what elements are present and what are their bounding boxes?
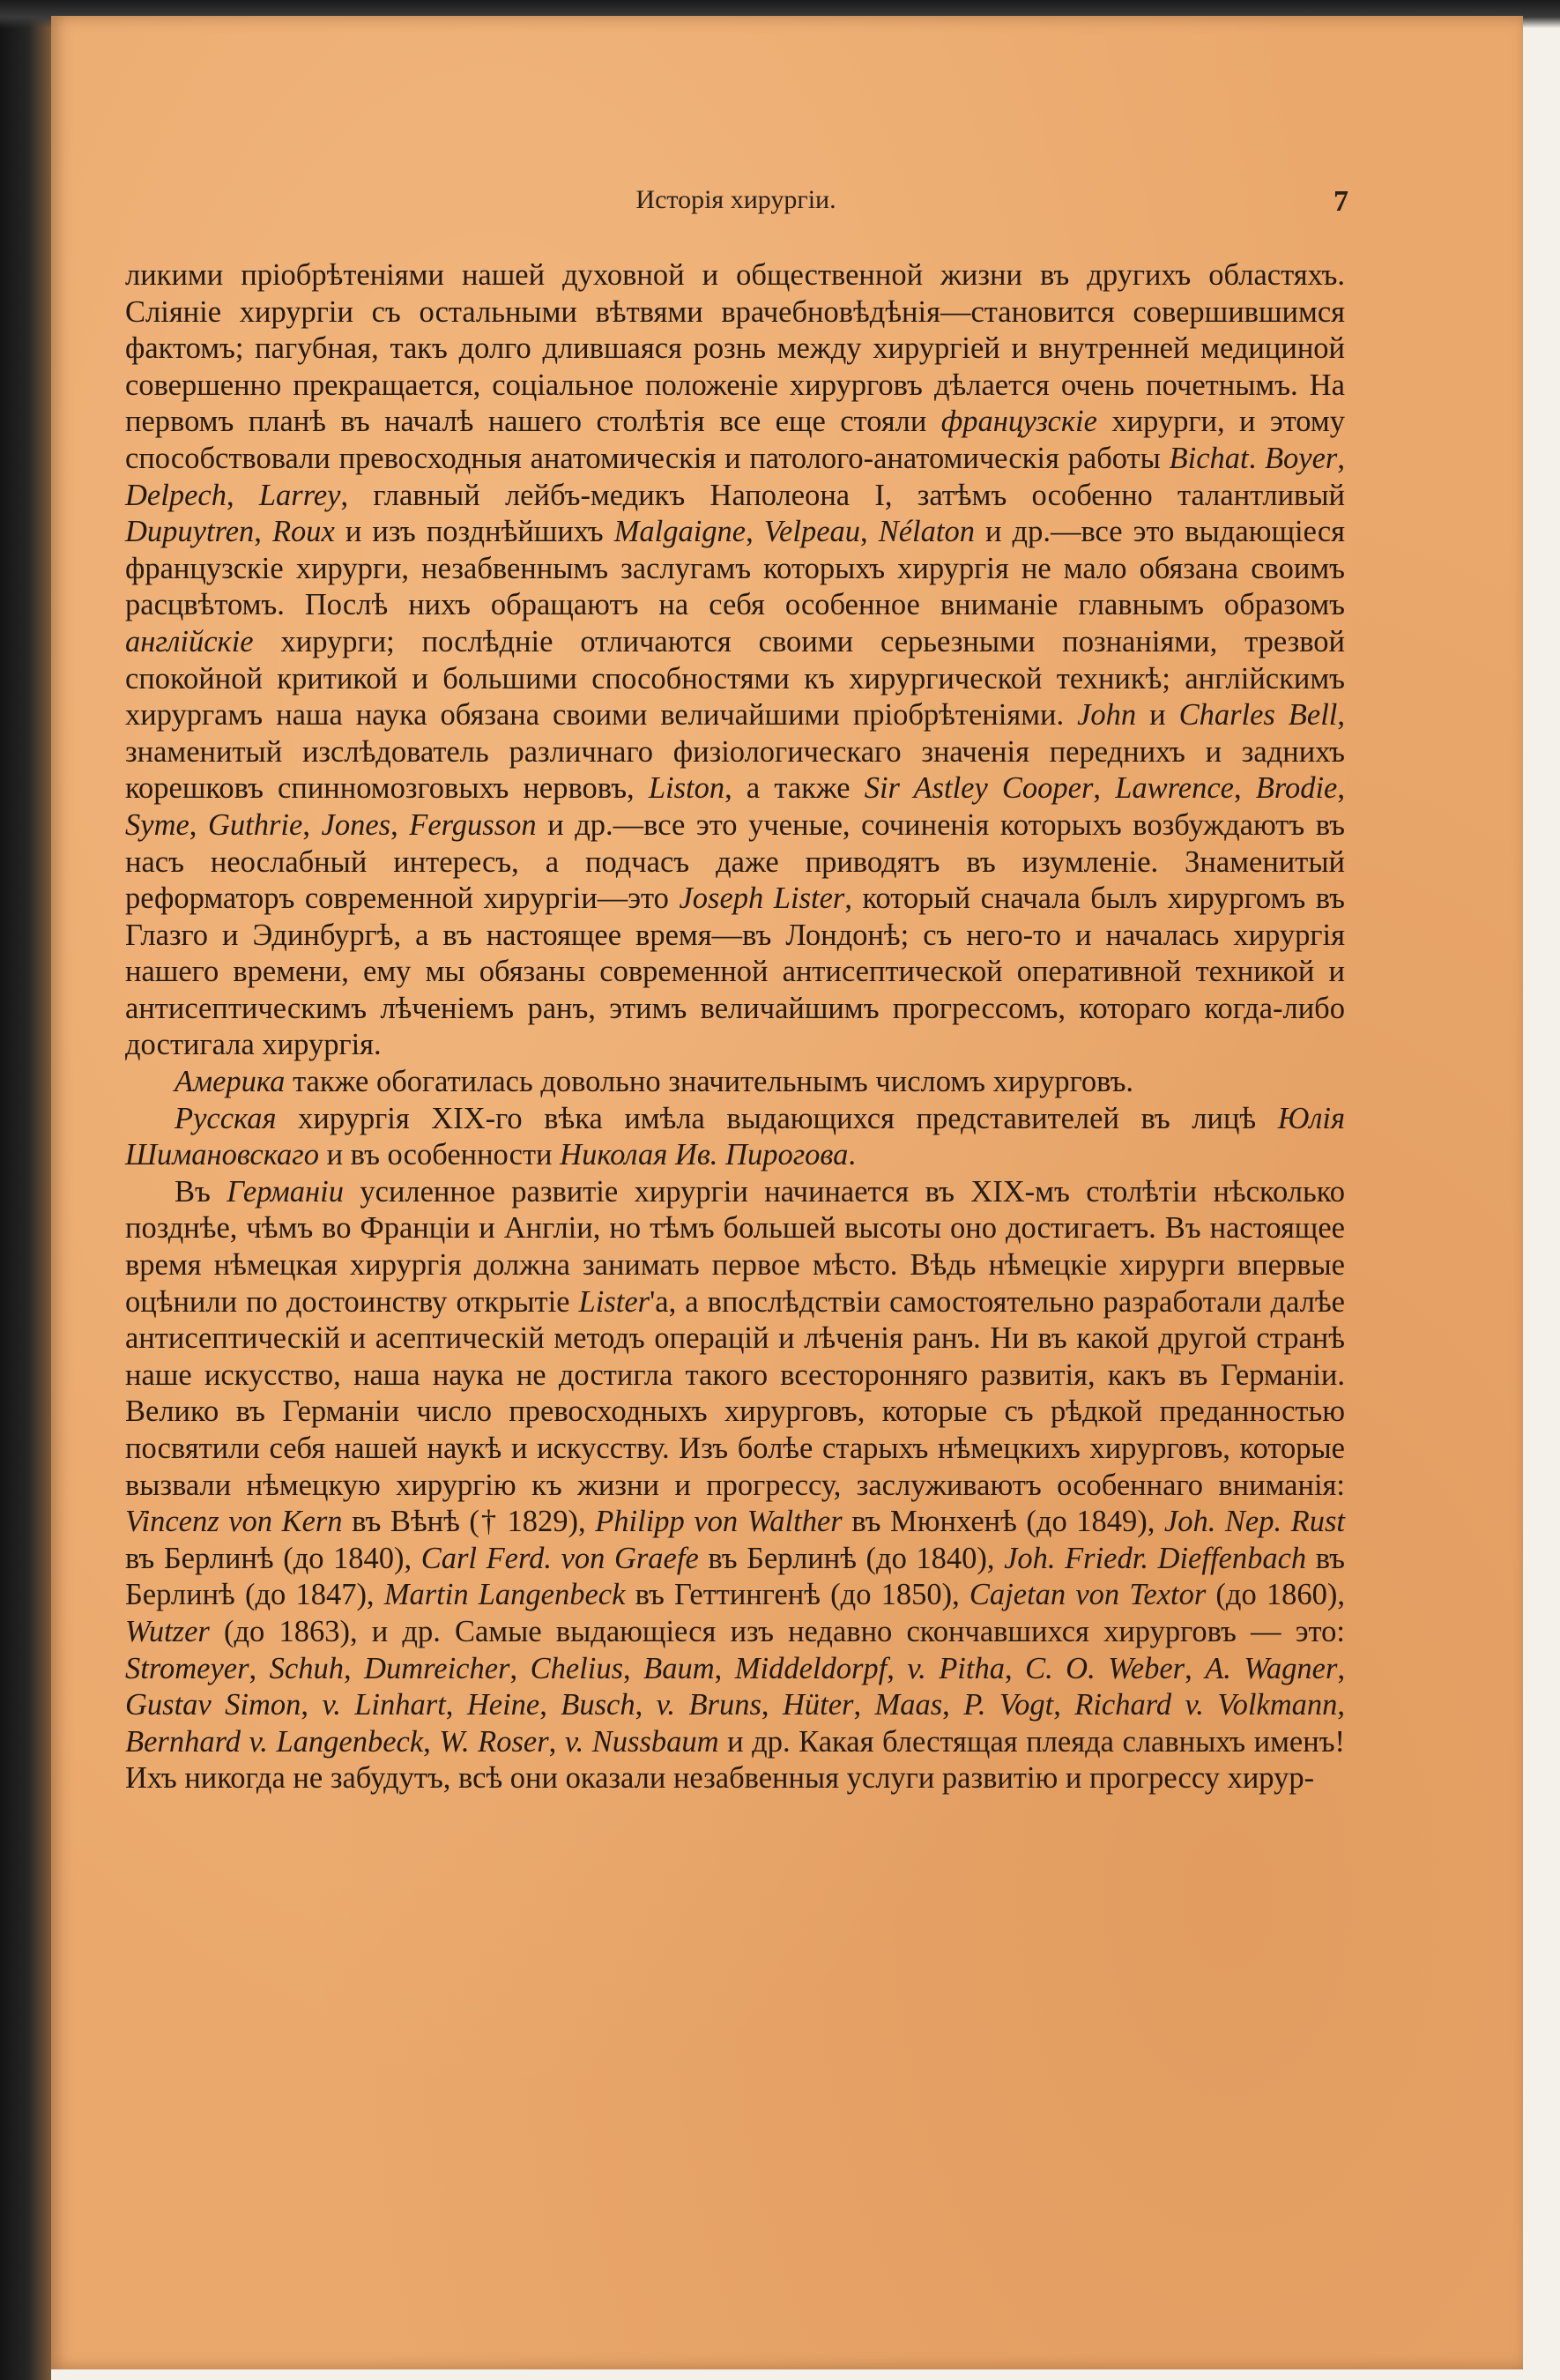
text-segment: , bbox=[445, 1688, 467, 1722]
italic-text: Joh. Friedr. Dieffenbach bbox=[1004, 1541, 1307, 1575]
text-segment: , bbox=[1337, 771, 1345, 806]
text-segment: , bbox=[423, 1724, 440, 1759]
text-segment: въ Берлинѣ (до 1840), bbox=[125, 1541, 421, 1575]
italic-text: Schuh bbox=[269, 1651, 344, 1685]
italic-text: Германіи bbox=[227, 1174, 344, 1209]
text-segment: , bbox=[714, 1651, 735, 1685]
text-segment: , bbox=[1337, 441, 1345, 475]
italic-text: C. O. Weber bbox=[1025, 1651, 1185, 1685]
italic-text: Larrey bbox=[258, 478, 341, 512]
italic-text: Chelius bbox=[530, 1651, 624, 1685]
italic-text: v. Bruns bbox=[656, 1688, 761, 1722]
italic-text: A. Wagner bbox=[1205, 1651, 1338, 1685]
text-segment: , bbox=[343, 1651, 365, 1685]
text-segment: , bbox=[249, 1651, 270, 1685]
italic-text: John bbox=[1077, 698, 1137, 733]
italic-text: P. Vogt bbox=[963, 1688, 1054, 1722]
body-text bbox=[125, 257, 1345, 1797]
page-header bbox=[123, 185, 1348, 220]
text-segment: , который сначала былъ хирургомъ въ Глазго и Эдинбургѣ, а въ настоящее время—въ Лондонѣ; съ него-то и началась хирургія нашего времени, ему мы обязаны современной антисептической оперативной техникой и антисептическимъ лѣченіемъ ранъ, этимъ величайшимъ прогрессомъ, котораго когда-либо достигала хирургія. bbox=[125, 881, 1345, 1062]
text-segment: , bbox=[1233, 771, 1256, 806]
italic-text: Roux bbox=[271, 515, 335, 549]
text-segment: , bbox=[860, 515, 879, 549]
italic-text: Юлія Шимановскаго bbox=[125, 1101, 1345, 1172]
text-segment: и др.—все это ученые, сочиненія которыхъ возбуждаютъ въ насъ неослабный интересъ, а подчасъ даже приводятъ въ изумленіе. Знаменитый реформаторъ современной хирургіи—это bbox=[125, 807, 1346, 916]
text-segment: , bbox=[302, 807, 322, 842]
text-segment: ликими пріобрѣтеніями нашей духовной и общественной жизни въ другихъ областяхъ. Сліяніе хирургіи съ остальными вѣтвями врачебновѣдѣнія—становится совершившимся фактомъ; пагубная, такъ долго длившаяся рознь между хирургіей и внутренней медициной совершенно прекращается, соціальное положеніе хирурговъ дѣлается очень почетнымъ. На первомъ планѣ въ началѣ нашего столѣтія все еще стояли bbox=[125, 258, 1345, 439]
italic-text: Dumreicher bbox=[364, 1651, 510, 1685]
italic-text: Joh. Nep. Rust bbox=[1163, 1505, 1345, 1539]
italic-text: Charles Bell bbox=[1178, 698, 1338, 733]
text-segment: , bbox=[189, 807, 208, 842]
text-segment: и изъ позднѣйшихъ bbox=[334, 515, 614, 549]
italic-text: Baum bbox=[643, 1651, 715, 1685]
text-segment: , bbox=[761, 1688, 783, 1722]
text-segment: хирурги, и этому способствовали превосходныя анатомическія и патолого-анатомическія работы bbox=[125, 405, 1345, 475]
italic-text: Heine bbox=[466, 1688, 540, 1722]
italic-text: Maas bbox=[874, 1688, 943, 1722]
text-segment: , bbox=[539, 1688, 561, 1722]
italic-text: W. Roser bbox=[439, 1724, 549, 1759]
text-segment: усиленное развитіе хирургіи начинается въ XIX-мъ столѣтіи нѣсколько позднѣе, чѣмъ во Франціи и Англіи, но тѣмъ большей высоты оно достигаетъ. Въ настоящее время нѣмецкая хирургія должна занимать первое мѣсто. Вѣдь нѣмецкіе хирурги впервые оцѣнили по достоинству открытіе bbox=[125, 1174, 1345, 1319]
text-segment: въ Берлинѣ (до 1840), bbox=[698, 1541, 1005, 1575]
text-segment: , bbox=[635, 1688, 657, 1722]
text-segment: , знаменитый изслѣдователь различнаго физіологическаго значенія переднихъ и заднихъ корешковъ спинномозговыхъ нервовъ, bbox=[125, 698, 1345, 806]
scan-border-left bbox=[0, 0, 51, 2380]
paragraph bbox=[125, 257, 1345, 1064]
italic-text: Liston bbox=[648, 771, 725, 806]
italic-text: Philipp von Walther bbox=[595, 1505, 843, 1539]
italic-text: Velpeau bbox=[763, 515, 861, 549]
italic-text: v. Linhart bbox=[322, 1688, 446, 1722]
text-segment: въ Геттингенѣ (до 1850), bbox=[625, 1578, 969, 1612]
italic-text: Gustav Simon bbox=[125, 1688, 301, 1722]
italic-text: Dupuytren bbox=[125, 515, 255, 549]
italic-text: Николая Ив. Пирогова bbox=[560, 1138, 849, 1172]
text-segment: , bbox=[853, 1688, 875, 1722]
italic-text: англійскіе bbox=[125, 624, 254, 658]
text-segment: и др.—все это выдающіеся французскіе хирурги, незабвеннымъ заслугамъ которыхъ хирургія не мало обязана своимъ расцвѣтомъ. Послѣ нихъ обращаютъ на себя особенное вниманіе главнымъ образомъ bbox=[125, 515, 1345, 622]
text-segment: (до 1860), bbox=[1206, 1578, 1346, 1612]
italic-text: Sir Astley Cooper bbox=[864, 771, 1094, 806]
italic-text: Jones bbox=[321, 807, 391, 842]
italic-text: Hüter bbox=[782, 1688, 854, 1722]
text-segment: . bbox=[1248, 441, 1265, 475]
text-segment: и др. Какая блестящая плеяда славныхъ именъ! Ихъ никогда не забудутъ, всѣ они оказали незабвенныя услуги развитію и прогрессу хирур- bbox=[125, 1724, 1346, 1796]
text-segment: , bbox=[1053, 1688, 1075, 1722]
text-segment: , bbox=[887, 1651, 908, 1685]
italic-text: Joseph Lister bbox=[679, 881, 845, 916]
italic-text: Fergusson bbox=[409, 807, 537, 842]
text-segment: и въ особенности bbox=[318, 1138, 561, 1172]
text-segment: , bbox=[226, 478, 259, 512]
text-segment: въ Мюнхенѣ (до 1849), bbox=[842, 1505, 1164, 1539]
paragraph bbox=[125, 1101, 1345, 1174]
italic-text: Delpech bbox=[125, 478, 227, 512]
italic-text: Lister bbox=[578, 1284, 650, 1319]
italic-text: Martin Langenbeck bbox=[383, 1578, 626, 1612]
text-segment: , главный лейбъ-медикъ Наполеона I, затѣмъ особенно талантливый bbox=[340, 478, 1345, 512]
text-segment: , bbox=[1337, 1651, 1346, 1685]
text-segment: въ Вѣнѣ († 1829), bbox=[342, 1505, 596, 1539]
text-segment: въ Берлинѣ (до 1847), bbox=[125, 1541, 1345, 1612]
text-segment: также обогатилась довольно значительнымъ числомъ хирурговъ. bbox=[285, 1065, 1134, 1099]
italic-text: Syme bbox=[125, 807, 189, 842]
text-segment: , bbox=[1185, 1651, 1206, 1685]
italic-text: французскіе bbox=[940, 405, 1097, 439]
italic-text: Brodie bbox=[1255, 771, 1338, 806]
italic-text: Bichat bbox=[1169, 441, 1249, 475]
italic-text: Stromeyer bbox=[125, 1651, 249, 1685]
italic-text: Русская bbox=[175, 1101, 277, 1135]
text-segment: хирургія XIX-го вѣка имѣла выдающихся представителей въ лицѣ bbox=[276, 1101, 1278, 1135]
italic-text: Америка bbox=[175, 1065, 286, 1099]
italic-text: Guthrie bbox=[207, 807, 303, 842]
italic-text: Richard v. Volkmann bbox=[1074, 1688, 1338, 1722]
text-segment: (до 1863), и др. Самые выдающіеся изъ недавно скончавшихся хирурговъ — это: bbox=[209, 1614, 1345, 1648]
italic-text: Wutzer bbox=[125, 1614, 210, 1648]
italic-text: v. Nussbaum bbox=[564, 1724, 719, 1759]
text-segment: , а также bbox=[724, 771, 865, 806]
text-segment: , bbox=[746, 515, 764, 549]
italic-text: Middeldorpf bbox=[734, 1651, 888, 1685]
paragraph bbox=[125, 1064, 1345, 1101]
text-segment: , bbox=[390, 807, 410, 842]
italic-text: Busch bbox=[561, 1688, 635, 1722]
running-title: Исторія хирургіи. bbox=[635, 185, 836, 214]
italic-text: Cajetan von Textor bbox=[969, 1578, 1207, 1612]
italic-text: Nélaton bbox=[878, 515, 975, 549]
italic-text: Vincenz von Kern bbox=[125, 1505, 343, 1539]
text-segment: , bbox=[301, 1688, 323, 1722]
text-segment: , bbox=[1337, 1688, 1346, 1722]
text-segment: Въ bbox=[175, 1174, 227, 1209]
italic-text: Bernhard v. Langenbeck bbox=[125, 1724, 424, 1759]
text-segment: , bbox=[1004, 1651, 1026, 1685]
text-segment: , bbox=[509, 1651, 531, 1685]
text-segment: , bbox=[548, 1724, 565, 1759]
page-number: 7 bbox=[1333, 185, 1348, 218]
italic-text: Lawrence bbox=[1115, 771, 1234, 806]
text-segment: , bbox=[254, 515, 272, 549]
paragraph bbox=[125, 1174, 1345, 1797]
italic-text: v. Pitha bbox=[907, 1651, 1005, 1685]
text-segment: , bbox=[942, 1688, 964, 1722]
text-segment: 'а, а впослѣдствіи самостоятельно разработали далѣе антисептическій и асептическій методъ операцій и лѣченія ранъ. Ни въ какой другой странѣ наше искусство, наша наука не достигла такого всесторонняго развитія, какъ въ Германіи. Велико въ Германіи число превосходныхъ хирурговъ, которые съ рѣдкой преданностью посвятили себя нашей наукѣ и искусству. Изъ болѣе старыхъ нѣмецкихъ хирурговъ, которые вызвали нѣмецкую хирургію къ жизни и прогрессу, заслуживаютъ особеннаго вниманія: bbox=[125, 1284, 1345, 1502]
text-segment: . bbox=[848, 1138, 857, 1172]
text-segment: и bbox=[1136, 698, 1179, 733]
italic-text: Boyer bbox=[1264, 441, 1338, 475]
italic-text: Carl Ferd. von Graefe bbox=[420, 1541, 699, 1575]
text-segment: , bbox=[623, 1651, 644, 1685]
text-segment: хирурги; послѣдніе отличаются своими серьезными познаніями, трезвой спокойной критикой и большими способностями къ хирургической техникѣ; англійскимъ хирургамъ наша наука обязана своими величайшими пріобрѣтеніями. bbox=[125, 624, 1345, 733]
italic-text: Malgaigne bbox=[613, 515, 747, 549]
text-segment: , bbox=[1093, 771, 1116, 806]
